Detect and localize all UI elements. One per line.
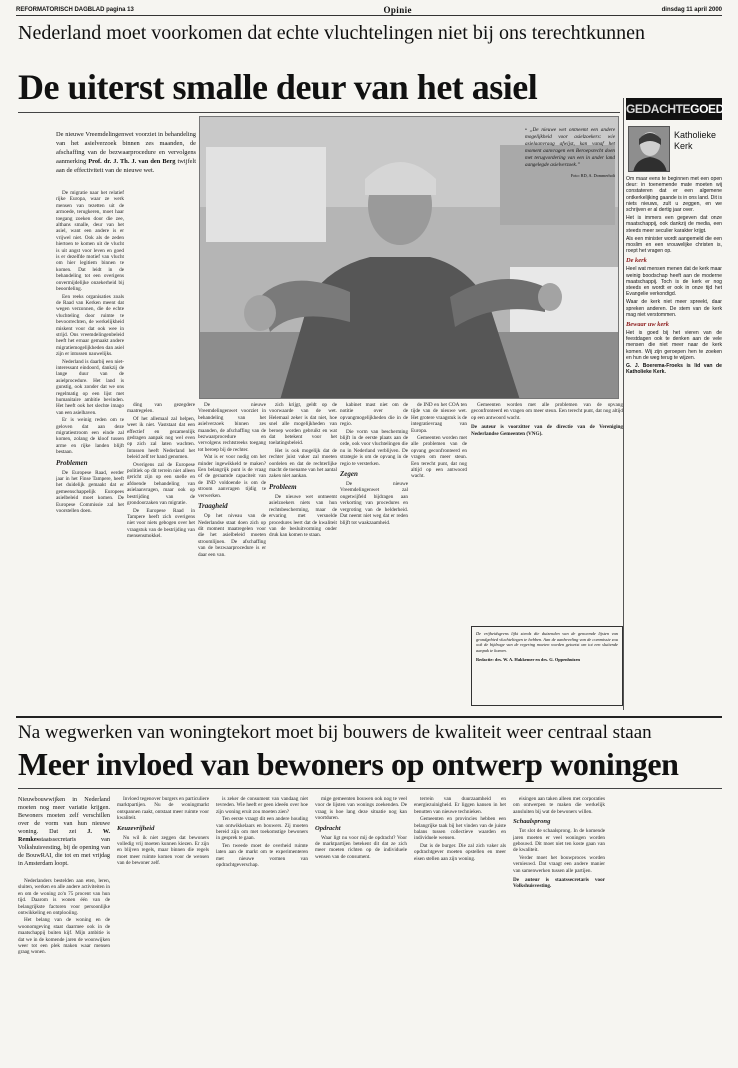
paragraph: Gemeenten worden met alle problemen van de opvang geconfronteerd en vragen om meer steun. Een terecht punt, dat nog altijd op een antwoord wacht. bbox=[471, 402, 623, 421]
paragraph: Die vorm van bescherming blijft in de eerste plaats aan de orde, ook voor vluchtelingen die nu in Nederland verblijven. De strategie is om de opvang in de regio te versterken. bbox=[340, 428, 408, 467]
paragraph: De Europese Raad, eerder jaar in het Finse Tampere, heeft het duidelijk gemaakt dat er gemeenschappelijk Europees asielbeleid moet komen. De Europese Commissie zal het voorstellen doen. bbox=[56, 469, 124, 515]
header-paper-page: REFORMATORISCH DAGBLAD pagina 13 bbox=[16, 6, 134, 13]
headline-rule bbox=[18, 112, 620, 113]
paragraph: kabinet mast niet om de notitie over de opvangmogelijkheden die in de regio. bbox=[340, 402, 408, 428]
caption-text: • „De nieuwe wet ontneemt een andere mogelijkheid voor asielzoekers: wie asielaanvraag afwijst, kan vanaf het moment aanvragen een Beroepsrecht doen met terugvordering van een in ander land aangelegde asielverzoek.” bbox=[525, 127, 615, 168]
article2-column-2 bbox=[117, 796, 209, 1058]
paragraph: Nederland is daarbij een niet-interessant eindoord, dankzij de lange duur van de asielprocedure. Het land is gunstig, ook zonder dat we ons regelmatig op een lijst met humanitaire ambitie bevinden. Het heeft ook het slechte imago van een asielhaven. bbox=[56, 358, 124, 416]
header-date: dinsdag 11 april 2000 bbox=[661, 6, 722, 13]
paragraph: Er is weinig reden om te geloven dat aan deze migratiestroom een einde zal komen, zolang de kloof tussen arme en rijke landen blijft bestaan. bbox=[56, 417, 124, 456]
paragraph: Tot slot de schaalsprong. In de komende jaren moeten er veel woningen worden gebouwd. Dit moet niet ten koste gaan van de kwaliteit. bbox=[513, 828, 605, 854]
article1-column-6 bbox=[411, 402, 467, 705]
paragraph: Het is immers een gegeven dat onze maatschappij, ook dankzij de media, een steeds meer seculier karakter krijgt. bbox=[626, 215, 722, 234]
article2-column-4 bbox=[315, 796, 407, 1058]
paragraph: terrein van duurzaamheid en energiezuinigheid. Er liggen kansen in het benutten van nieuwe technieken. bbox=[414, 796, 506, 815]
subheading: Schaalsprong bbox=[513, 818, 551, 826]
photo-caption bbox=[525, 127, 615, 179]
paragraph: eisingen aan taken alleen met corporaties om ontwerpen te maken die werkelijk aansluiten bij wat de bewoners willen. bbox=[513, 796, 605, 815]
paragraph: Gemeenten en provincies hebben een belangrijke taak bij het vinden van de juiste balans tussen collectieve waarden en individuele wensen. bbox=[414, 816, 506, 842]
box-text: De vrijheidsgrens lijkt steeds die duizenden van de genoemde lijsten van grondgebied vluchtelingen te hebben. Aan de aanbeveling van de commissie zou ook de bijdrage van de regering moeten worden getoetst om tot een sluitende aanpak te komen. bbox=[476, 631, 618, 653]
paragraph: Heel wat mensen menen dat de kerk maar weinig boodschap heeft aan de moderne maatschappij. Toch is de kerk er nog steeds en wordt er ook in onze tijd het Evangelie verkondigd. bbox=[626, 266, 722, 298]
sidebar-divider bbox=[623, 98, 624, 710]
paragraph: Overigens zal de Europese politiek op dit terrein niet alleen gericht zijn op een snelle en afdoende behandeling van asielaanvragen, maar ook op bestrijding van de grondoorzaken van migratie. bbox=[127, 461, 195, 507]
article1-column-7 bbox=[471, 402, 623, 622]
paragraph: Waar ligt nu voor mij de opdracht? Voor de marktpartijen betekent dit dat ze zich meer moeten richten op de individuele wensen van de consument. bbox=[315, 834, 407, 860]
paragraph: De migratie naar het relatief rijke Europa, waar ze werk mensen van tezetten uit de armoede, terugkeren, moet haar toegang zoeken door die zee, althans smalle, deur van het asiel, want een andere is er vrijwel niet. Ook als de zeden hiertoen te komen uit de vlucht is uit angst voor leven en goed is er dezelfde motief van vlucht om hier legitiem binnen te komen. Dat leidt in de behandeling tot een overigens onvermijdelijke onzekerheid bij beoordeling. bbox=[56, 190, 124, 293]
subheading: Zegen bbox=[340, 470, 358, 479]
sidebar-text bbox=[626, 176, 722, 710]
article2-column-1 bbox=[18, 878, 110, 1058]
article2-headline: Meer invloed van bewoners op ontwerp woningen bbox=[18, 746, 679, 782]
paragraph: Om maar eens te beginnen met een open deur: in toenemende mate moeten wij constateren dat er een algemene ontkerkelijking gaande is in ons land. Dit is niets nieuws, zult u zeggen, en we schrijven er al dertig jaar over. bbox=[626, 176, 722, 214]
subheading: Keuzevrijheid bbox=[117, 824, 155, 832]
article2-intro bbox=[18, 796, 110, 868]
paragraph: Nu wil ik niet zeggen dat bewoners volledig vrij moeten kunnen kiezen. Er zijn en blijven regels, maar binnen die regels moet meer ruimte komen voor de wensen van de bewoner zelf. bbox=[117, 834, 209, 867]
subheading: De kerk bbox=[626, 257, 647, 265]
paragraph: Ten tweede moet de overheid ruimte laten aan de markt om te experimenteren met nieuwe vormen van opdrachtgeverschap. bbox=[216, 842, 308, 869]
article1-column-1 bbox=[56, 190, 124, 705]
intro-author: J. W. Remkes bbox=[18, 828, 110, 843]
logo-part-b: GOED bbox=[690, 102, 724, 116]
paragraph: mige gemeenten bouwen ook nog te veel voor de lijsten van wonings zoekenden. De vraag is hoe lang deze situatie nog kan voortduren. bbox=[315, 796, 407, 822]
page-header bbox=[16, 4, 722, 16]
paragraph: Dat is de burger. Die zal zich vaker als opdrachtgever moeten opstellen en meer eisen stellen aan zijn woning. bbox=[414, 842, 506, 862]
boxed-note bbox=[471, 626, 623, 706]
paragraph: De Europese Raad in Tampere heeft zich overigens niet voor niets gebogen over het vraagstuk van de bestrijding van mensensmokkel. bbox=[127, 507, 195, 540]
subheading: Traagheid bbox=[198, 502, 228, 511]
author-note: De auteur is voorzitter van de directie van de Vereniging Nederlandse Gemeenten (VNG). bbox=[471, 424, 623, 437]
article1-kicker: Nederland moet voorkomen dat echte vluchtelingen niet bij ons terechtkunnen bbox=[18, 22, 646, 44]
article1-column-5 bbox=[340, 402, 408, 705]
intro-text-b: twijfelt aan de effectiviteit van de nieuwe wet. bbox=[56, 158, 196, 174]
intro-text-a: Nieuwbouwwijken in Nederland moeten nog meer variatie krijgen. Bewoners moeten zelf verschillen over de vorm van hun nieuwe woning. Dat zei bbox=[18, 796, 110, 835]
gedachtegoed-logo bbox=[626, 98, 722, 120]
article1-headline: De uiterst smalle deur van het asiel bbox=[18, 67, 538, 107]
article1-column-4 bbox=[269, 402, 337, 705]
paragraph: ding van gezegdere maatregelen. bbox=[127, 402, 195, 415]
paragraph: is zeker de consument van vandaag niet tevreden. Wie heeft er geen ideeën over hoe zijn woning eruit zou moeten zien? bbox=[216, 796, 308, 815]
intro-author: Prof. dr. J. Th. J. van den Berg bbox=[88, 158, 176, 165]
paragraph: Ten eerste vraagt dit een andere houding van ontwikkelaars en bouwers. Zij moeten bereid zijn om met toekomstige bewoners in gesprek te gaan. bbox=[216, 816, 308, 842]
header-section: Opinie bbox=[383, 4, 412, 15]
article2-kicker: Na wegwerken van woningtekort moet bij bouwers de kwaliteit weer centraal staan bbox=[18, 722, 652, 743]
paragraph: De nieuwe Vreemdelingenwet zal ongetwijfeld bijdragen aan verkorting van procedures en vergroting van de helderheid. Dat neemt niet weg dat er reden blijft tot waakzaamheid. bbox=[340, 481, 408, 526]
box-signature: Redactie: drs. W. A. Hakkemer en drs. G. Oppenhuizen bbox=[476, 657, 580, 663]
paragraph: Invloed tegenover burgers en particuliere marktpartijen. Nu de woningmarkt ontspannen raakt, ontstaat meer ruimte voor kwaliteit. bbox=[117, 796, 209, 822]
article-divider bbox=[16, 716, 722, 718]
headline2-rule bbox=[18, 788, 722, 789]
logo-part-a: GEDACHTE bbox=[626, 102, 691, 116]
subheading: Opdracht bbox=[315, 824, 341, 832]
paragraph: Wat is er voor nodig om het minder ingewikkeld te maken? Een belangrijk punt is de vraag of de geraamde capaciteit van de IND voldoende is om de stroom aanvragen tijdig te verwerken. bbox=[198, 454, 266, 499]
paragraph: Het is goed bij het vieren van de feestdagen ook te denken aan de vele mensen die niet meer naar de kerk komen. Wij zijn geroepen hen te zoeken en hun de weg terug te wijzen. bbox=[626, 330, 722, 361]
paragraph: de IND en het COA ten tijde van de nieuwe wet. Het grotere vraagstuk is de integratievraag van Europa. bbox=[411, 402, 467, 434]
article2-column-6 bbox=[513, 796, 605, 1058]
paragraph: Op het niveau van de Nederlandse staat doen zich op dit moment maatregelen voor die het asielbeleid moeten stroomlijnen. De afschaffing van de bezwaarprocedure is er daar een van. bbox=[198, 513, 266, 558]
paragraph: De nieuwe Vreemdelingenwet voorziet in behandeling van het asielverzoek binnen zes maanden, de afschaffing van de bezwaarprocedure en vervolgens rechtstreeks toegang tot beroep bij de rechter. bbox=[198, 402, 266, 453]
paragraph: De nieuwe wet ontneemt asielzoekers niets van hun rechtsbescherming, maar de ervaring met versnelde procedures leert dat de kwaliteit van de besluitvorming onder druk kan komen te staan. bbox=[269, 493, 337, 539]
paragraph: Of het allemaal zal helpen, weet ik niet. Vaststaat dat een effectief en gezamenlijk gedragen aanpak nog wel even op zich zal laten wachten. Intussen heeft Nederland het beleid zelf ter hand genomen. bbox=[127, 415, 195, 461]
author-portrait bbox=[628, 126, 670, 172]
subheading: Probleem bbox=[269, 482, 297, 491]
paragraph: Als een minister wordt aangemeld die een moslim en een vrouwelijke christen is, roept het vragen op. bbox=[626, 235, 722, 255]
article1-column-2 bbox=[127, 402, 195, 705]
article1-intro bbox=[56, 130, 196, 175]
article1-column-3 bbox=[198, 402, 266, 705]
article2-column-5 bbox=[414, 796, 506, 1058]
paragraph: Waar de kerk niet meer spreekt, daar spreken anderen. De stem van de kerk mag niet verstommen. bbox=[626, 299, 722, 318]
intro-text-a: De nieuwe Vreemdelingenwet voorziet in behandeling van het asielverzoek binnen zes maanden, de afschaffing van de bezwaarprocedure en vervolgens aanmerking bbox=[56, 131, 196, 165]
paragraph: Gemeenten worden met alle problemen van de opvang geconfronteerd en vragen om meer steun. Een terecht punt, dat nog altijd op een antwoord wacht. bbox=[411, 435, 467, 480]
paragraph: Nederlanders bestelden aan eten, leren, sluiten, werken en alle andere activiteiten in en om de woning zo'n 75 procent van hun tijd. Daarom is wonen één van de belangrijkste factoren voor persoonlijke ontwikkeling en ontplooiing. bbox=[18, 878, 110, 917]
photo-credit: Foto: RD, A. Dommerholt bbox=[570, 173, 615, 178]
paragraph: Een reeks organisaties zoals de Raad van Kerken meent dat wegen verzonnen, die de echte vluchteling door ruimte te bevoorrechten, de werkelijkheid miskent voor dat ook wee in strijd. Ons vreemdelingenbeleid heeft het ernaar gemaakt andere migratiemogelijkheden dan asiel zijn er intussen nauwelijks. bbox=[56, 293, 124, 358]
portrait-image bbox=[629, 127, 670, 172]
article2-column-3 bbox=[216, 796, 308, 1058]
sidebar-signature: G. J. Boerema-Froeks is lid van de Katholieke Kerk. bbox=[626, 363, 722, 376]
paragraph: Het belang van de woning en de woonomgeving staat daarmee ook in de maatschappij buiten kijf. Mijn ambitie is dat we in de komende jaren de woonwijken weer tot een plek maken waar mensen graag wonen. bbox=[18, 917, 110, 956]
sidebar-author: Katholieke Kerk bbox=[674, 130, 717, 151]
author-note: De auteur is staatssecretaris voor Volkshuisvesting. bbox=[513, 877, 605, 890]
paragraph: Verder moet het bouwproces worden vernieuwd. Dat vraagt een andere manier van samenwerken tussen alle partijen. bbox=[513, 854, 605, 874]
paragraph: Het is ook mogelijk dat de rechter juist vaker zal moeten oordelen en dat de rechterlijke macht de toename van het aantal zaken niet aankan. bbox=[269, 447, 337, 480]
paragraph: zich krijgt, geldt op de voorwaarde van de wet. Helemaal zeker is dat niet, hoe snel alle mogelijkheden van beroep worden gebruikt en wat dat betekent voor het toelatingsbeleid. bbox=[269, 402, 337, 447]
sidebar-column bbox=[626, 98, 722, 710]
subheading: Problemen bbox=[56, 458, 88, 467]
intro-text-b: staatssecretaris van Volkshuisvesting, bij de opening van de BouwRAI, die tot en met vrijdag in Amsterdam loopt. bbox=[18, 836, 110, 867]
subheading: Bewaar uw kerk bbox=[626, 321, 669, 329]
